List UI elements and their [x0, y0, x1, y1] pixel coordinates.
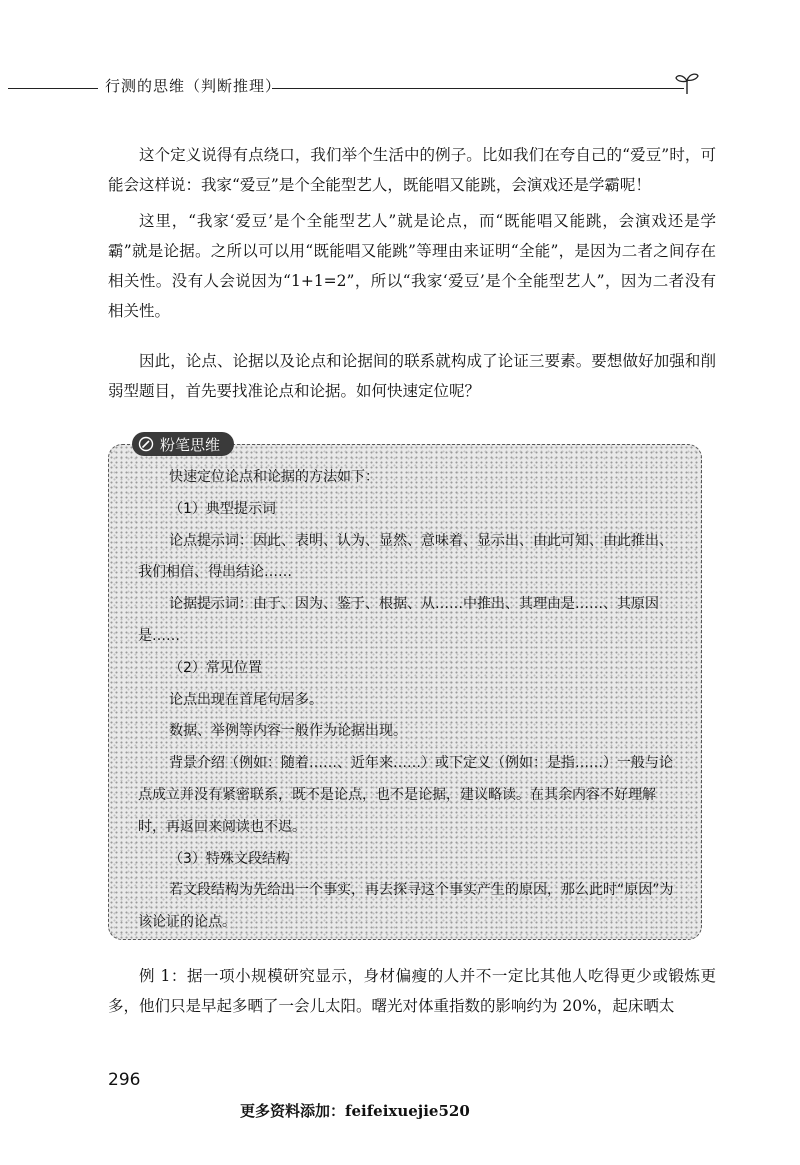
paragraph: 这里，“我家‘爱豆’是个全能型艺人”就是论点，而“既能唱又能跳，会演戏还是学霸”就是论据。之所以可以用“既能唱又能跳”等理由来证明“全能”，是因为二者之间存在相关性。没有人会说因为“1+1=2”，所以“我家‘爱豆’是个全能型艺人”，因为二者没有相关性。	[108, 212, 716, 320]
tip-line: 若文段结构为先给出一个事实，再去探寻这个事实产生的原因，那么此时“原因”为该论证的论点。	[138, 882, 674, 931]
sprout-icon	[674, 70, 700, 96]
pencil-circle-icon	[138, 436, 154, 452]
page-number: 296	[108, 1070, 141, 1090]
tip-content	[138, 462, 678, 939]
paragraph-argument-explanation	[108, 206, 716, 326]
paragraph-three-elements	[108, 346, 716, 406]
tip-heading: （1）典型提示词	[169, 500, 276, 517]
tip-line: 论点出现在首尾句居多。	[169, 691, 323, 708]
paragraph: 因此，论点、论据以及论点和论据间的联系就构成了论证三要素。要想做好加强和削弱型题目，首先要找准论点和论据。如何快速定位呢？	[108, 352, 716, 400]
footer-note: 更多资料添加：feifeixuejie520	[240, 1102, 470, 1120]
header-rule-left	[8, 88, 98, 89]
header-title: 行测的思维（判断推理）	[105, 77, 282, 95]
running-header	[0, 70, 800, 100]
tip-line: 论据提示词：由于、因为、鉴于、根据、从……中推出、其理由是……、其原因是……	[138, 596, 659, 644]
tip-line: 论点提示词：因此、表明、认为、显然、意味着、显示出、由此可知、由此推出、我们相信、得出结论……	[138, 532, 673, 581]
tip-line: 数据、举例等内容一般作为论据出现。	[169, 723, 407, 740]
tip-heading: （3）特殊文段结构	[169, 850, 290, 867]
paragraph: 这个定义说得有点绕口，我们举个生活中的例子。比如我们在夸自己的“爱豆”时，可能会这样说：我家“爱豆”是个全能型艺人，既能唱又能跳，会演戏还是学霸呢！	[108, 146, 716, 194]
tip-line: 快速定位论点和论据的方法如下：	[169, 469, 379, 485]
tip-heading: （2）常见位置	[169, 659, 262, 676]
header-rule-right	[272, 88, 684, 89]
paragraph-example-intro	[108, 140, 716, 200]
tip-badge	[132, 432, 234, 456]
paragraph-example-1	[108, 961, 716, 1021]
paragraph: 例 1：据一项小规模研究显示，身材偏瘦的人并不一定比其他人吃得更少或锻炼更多，他们只是早起多晒了一会儿太阳。曙光对体重指数的影响约为 20%，起床晒太	[108, 967, 716, 1015]
tip-badge-label: 粉笔思维	[160, 435, 221, 454]
tip-line: 背景介绍（例如：随着……、近年来……）或下定义（例如：是指……）一般与论点成立并没有紧密联系，既不是论点，也不是论据，建议略读。在其余内容不好理解时，再返回来阅读也不迟。	[138, 755, 673, 835]
